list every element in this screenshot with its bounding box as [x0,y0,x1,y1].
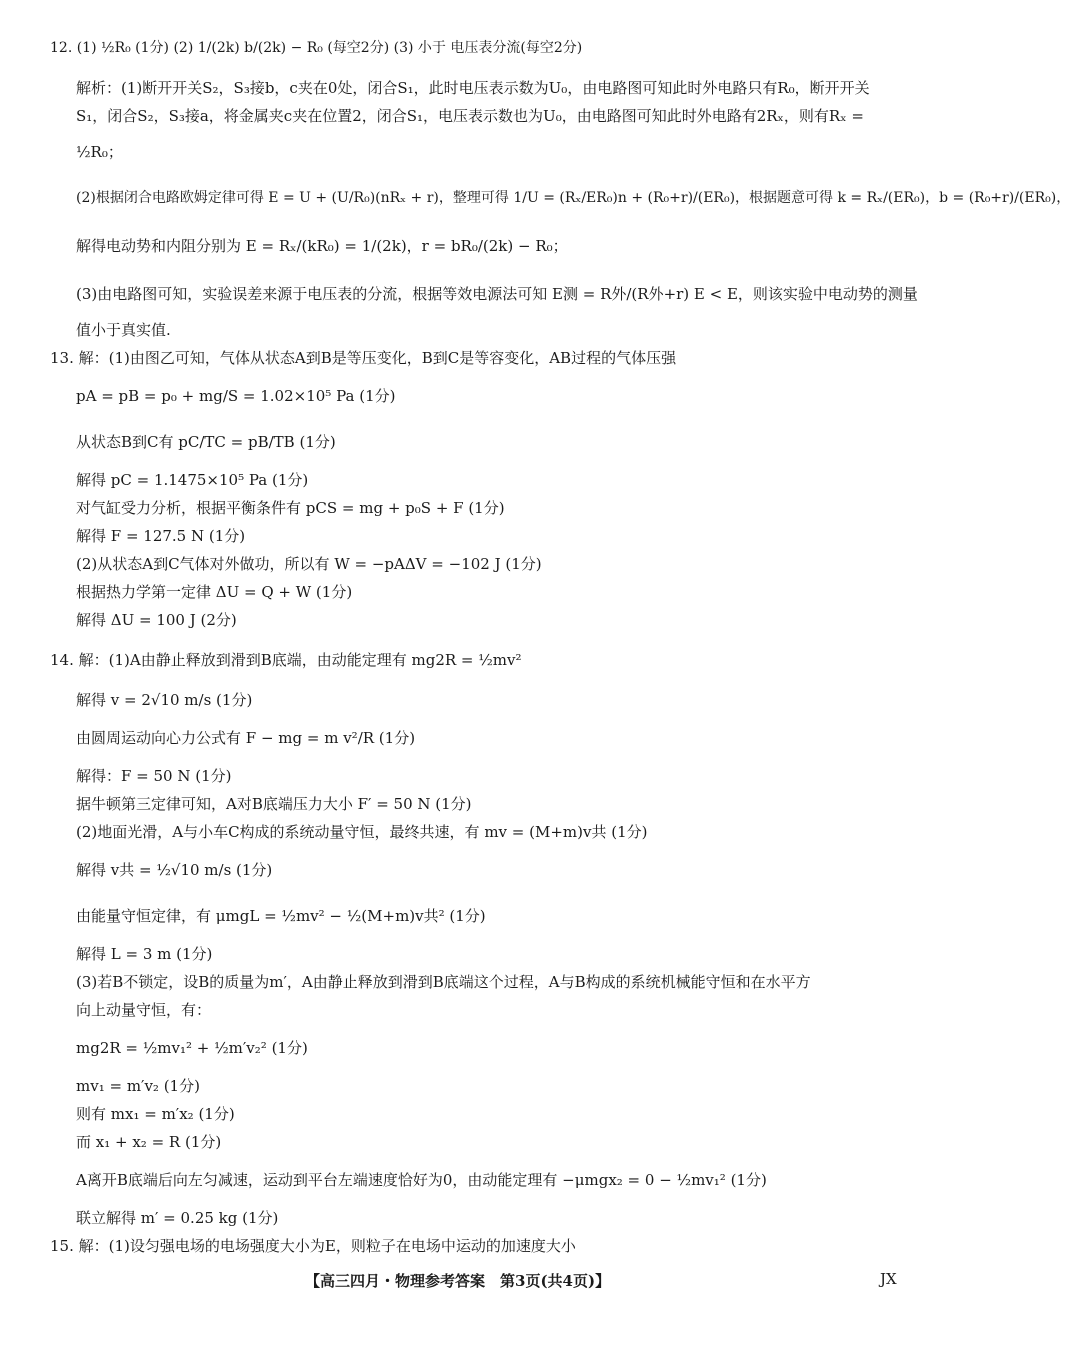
text-line: mv₁ = m′v₂ (1分) [76,1077,200,1095]
text-line: 13. 解：(1)由图乙可知，气体从状态A到B是等压变化，B到C是等容变化，AB过程的气体压强 [50,349,677,367]
text-line: 解得 v共 = ½√10 m/s (1分) [76,861,273,879]
text-line: (2)根据闭合电路欧姆定律可得 E = U + (U/R₀)(nRₓ + r)，整理可得 1/U = (Rₓ/ER₀)n + (R₀+r)/(ER₀)，根据题意可得 k = Rₓ/(ER₀)，b = (R₀+r)/(ER₀)， [76,190,1070,206]
text-line: 解析：(1)断开开关S₂，S₃接b，c夹在0处，闭合S₁，此时电压表示数为U₀，由电路图可知此时外电路只有R₀，断开开关 [76,79,870,97]
text-line: (2)从状态A到C气体对外做功，所以有 W = −pAΔV = −102 J (1分) [76,555,542,573]
text-line: 对气缸受力分析，根据平衡条件有 pCS = mg + p₀S + F (1分) [76,499,505,517]
text-line: (3)由电路图可知，实验误差来源于电压表的分流，根据等效电源法可知 E测 = R外/(R外+r) E < E，则该实验中电动势的测量 [76,285,918,303]
text-line: S₁，闭合S₂，S₃接a，将金属夹c夹在位置2，闭合S₁，电压表示数也为U₀，由电路图可知此时外电路有2Rₓ，则有Rₓ = [76,107,864,125]
text-line: pA = pB = p₀ + mg/S = 1.02×10⁵ Pa (1分) [76,387,396,405]
text-line: (2)地面光滑，A与小车C构成的系统动量守恒，最终共速，有 mv = (M+m)v共 (1分) [76,823,648,841]
text-line: 联立解得 m′ = 0.25 kg (1分) [76,1209,279,1227]
text-line: 解得 pC = 1.1475×10⁵ Pa (1分) [76,471,309,489]
text-line: 从状态B到C有 pC/TC = pB/TB (1分) [76,433,336,451]
text-line: 14. 解：(1)A由静止释放到滑到B底端，由动能定理有 mg2R = ½mv² [50,651,522,669]
text-line: 据牛顿第三定律可知，A对B底端压力大小 F′ = 50 N (1分) [76,795,472,813]
text-line: (3)若B不锁定，设B的质量为m′，A由静止释放到滑到B底端这个过程，A与B构成的系统机械能守恒和在水平方 [76,973,811,991]
page-footer [0,1270,950,1294]
text-line: 12. (1) ½R₀ (1分) (2) 1/(2k) b/(2k) − R₀ (每空2分) (3) 小于 电压表分流(每空2分) [50,40,583,56]
text-line: 则有 mx₁ = m′x₂ (1分) [76,1105,235,1123]
text-line: 解得电动势和内阻分别为 E = Rₓ/(kR₀) = 1/(2k)，r = bR₀/(2k) − R₀； [76,237,568,255]
text-line: 解得 ΔU = 100 J (2分) [76,611,237,629]
text-line: 解得 L = 3 m (1分) [76,945,213,963]
text-line: 由圆周运动向心力公式有 F − mg = m v²/R (1分) [76,729,416,747]
text-line: 向上动量守恒，有： [76,1001,212,1019]
text-line: 根据热力学第一定律 ΔU = Q + W (1分) [76,583,353,601]
footer-code: JX [880,1270,897,1288]
text-line: 解得 v = 2√10 m/s (1分) [76,691,253,709]
text-line: ½R₀； [76,143,123,161]
text-line: 解得 F = 127.5 N (1分) [76,527,246,545]
text-line: 由能量守恒定律，有 μmgL = ½mv² − ½(M+m)v共² (1分) [76,907,486,925]
text-line: 15. 解：(1)设匀强电场的电场强度大小为E，则粒子在电场中运动的加速度大小 [50,1237,576,1255]
footer-title: 【高三四月・物理参考答案 第3页(共4页)】 [305,1272,611,1290]
text-line: 而 x₁ + x₂ = R (1分) [76,1133,222,1151]
text-line: A离开B底端后向左匀减速，运动到平台左端速度恰好为0，由动能定理有 −μmgx₂ = 0 − ½mv₁² (1分) [76,1171,767,1189]
text-line: 值小于真实值. [76,321,171,339]
text-line: 解得：F = 50 N (1分) [76,767,232,785]
text-line: mg2R = ½mv₁² + ½m′v₂² (1分) [76,1039,308,1057]
